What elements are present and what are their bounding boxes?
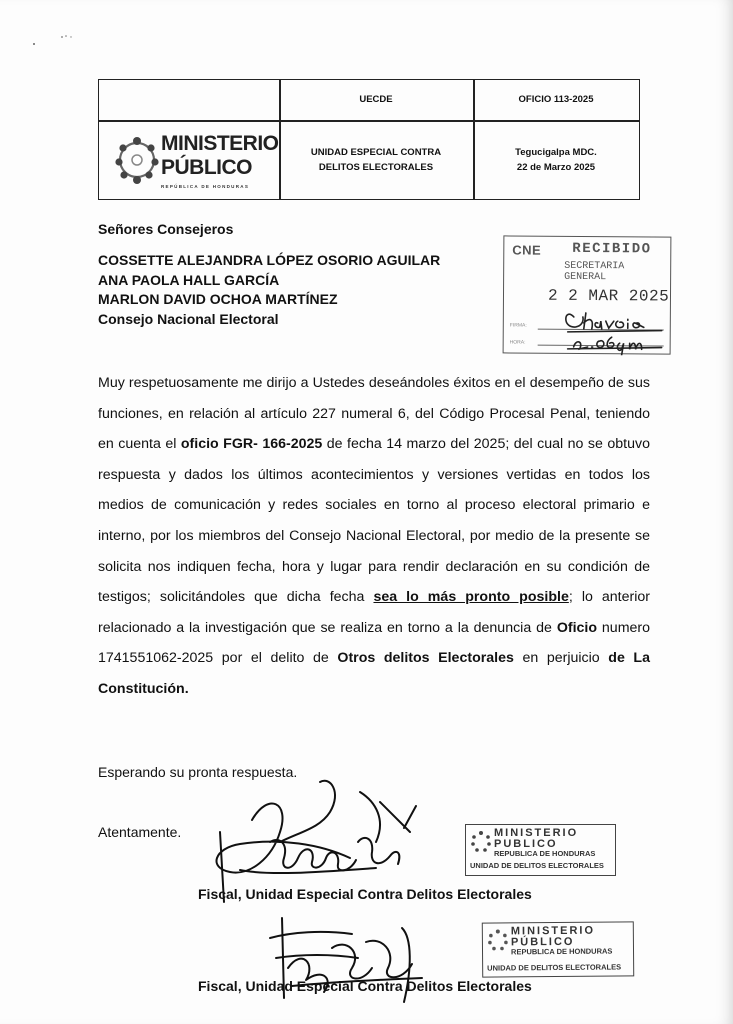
logo-line1: MINISTERIO (161, 132, 279, 155)
body-bold-1: oficio FGR- 166-2025 (180, 436, 323, 453)
signatory-1-stamp (465, 824, 616, 876)
body-text-4: numero 1741551062-2025 por el delito de (98, 619, 651, 667)
stamp2-line3: REPUBLICA DE HONDURAS (510, 946, 613, 957)
salutation: Señores Consejeros (98, 221, 234, 237)
stamp1-line4: UNIDAD DE DELITOS ELECTORALES (470, 861, 604, 870)
unit-name: UNIDAD ESPECIAL CONTRA DELITOS ELECTORALES (310, 146, 442, 173)
body-bold-5: de La Constitución. (98, 650, 650, 697)
logo-line3: REPÚBLICA DE HONDURAS (161, 184, 250, 189)
stamp-office: SECRETARIA GENERAL (564, 260, 625, 284)
ministerio-publico-emblem-icon (115, 130, 159, 190)
stamp-org: CNE (512, 242, 542, 258)
body-text-5: en perjuicio (513, 650, 609, 667)
stamp-field2-label: HORA: (509, 339, 526, 346)
unit-code: UECDE (359, 94, 393, 106)
recipients-block (98, 251, 440, 329)
body-bold-4: Otros delitos Electorales (337, 650, 514, 667)
recipient-org: Consejo Nacional Electoral (98, 310, 279, 327)
place-date (473, 121, 639, 199)
stamp2-line1: MINISTERIO (510, 924, 596, 938)
letter-date: 22 de Marzo 2025 (516, 162, 596, 173)
scan-specks (28, 28, 88, 48)
stamp2-line4: UNIDAD DE DELITOS ELECTORALES (487, 962, 622, 973)
stamp-status: RECIBIDO (572, 240, 652, 258)
received-stamp (503, 235, 672, 354)
stamp-emblem-icon (471, 830, 491, 854)
handwritten-receipt-signature (504, 236, 673, 355)
stamp-field1-label: FIRMA: (509, 322, 527, 329)
stamp1-line3: REPUBLICA DE HONDURAS (494, 849, 596, 858)
office-number: OFICIO 113-2025 (518, 94, 594, 106)
body-text-2: de fecha 14 marzo del 2025; del cual no se obtuvo respuesta y dados los últimos acontecimientos y versiones vertidas en todos los medios de comunicación y redes sociales en torno al proceso electoral primario e interno, por los miembros del Consejo Nacional Electoral, por medio de la presente se solicita nos indiquen fecha, hora y lugar para rendir declaración en su condición de testigos; solicitándoles que dicha fecha (98, 436, 650, 606)
recipient-1: COSSETTE ALEJANDRA LÓPEZ OSORIO AGUILAR (98, 252, 441, 268)
body-bold-2: sea lo más pronto posible (373, 589, 569, 606)
recipient-2: ANA PAOLA HALL GARCÍA (98, 271, 280, 288)
stamp2-line2: PÚBLICO (510, 935, 575, 949)
ministerio-publico-logo (113, 128, 278, 196)
stamp-emblem-icon (488, 928, 508, 952)
letterhead-table (98, 79, 640, 200)
recipient-3: MARLON DAVID OCHOA MARTÍNEZ (98, 291, 338, 307)
signatory-1-title: Fiscal, Unidad Especial Contra Delitos Electorales (198, 886, 532, 902)
signatory-2-title: Fiscal, Unidad Especial Contra Delitos Electorales (198, 978, 532, 994)
body-paragraph (98, 368, 650, 705)
city: Tegucigalpa MDC. (515, 146, 597, 158)
body-text-3: ; lo anterior relacionado a la investigación que se realiza en torno a la denuncia de (98, 589, 650, 636)
signatory-2-stamp (482, 921, 634, 977)
sign-off: Atentamente. (98, 824, 182, 840)
stamp1-line2: PUBLICO (494, 838, 558, 850)
body-text-1: Muy respetuosamente me dirijo a Ustedes deseándoles éxitos en el desempeño de sus funciones, en relación al artículo 227 numeral 6, del Código Procesal Penal, teniendo en cuenta el (98, 375, 650, 453)
closing-line: Esperando su pronta respuesta. (98, 764, 298, 780)
body-bold-3: Oficio (556, 619, 598, 636)
stamp1-line1: MINISTERIO (494, 827, 579, 839)
logo-line2: PÚBLICO (161, 156, 252, 179)
stamp-date: 2 2 MAR 2025 (547, 286, 670, 306)
